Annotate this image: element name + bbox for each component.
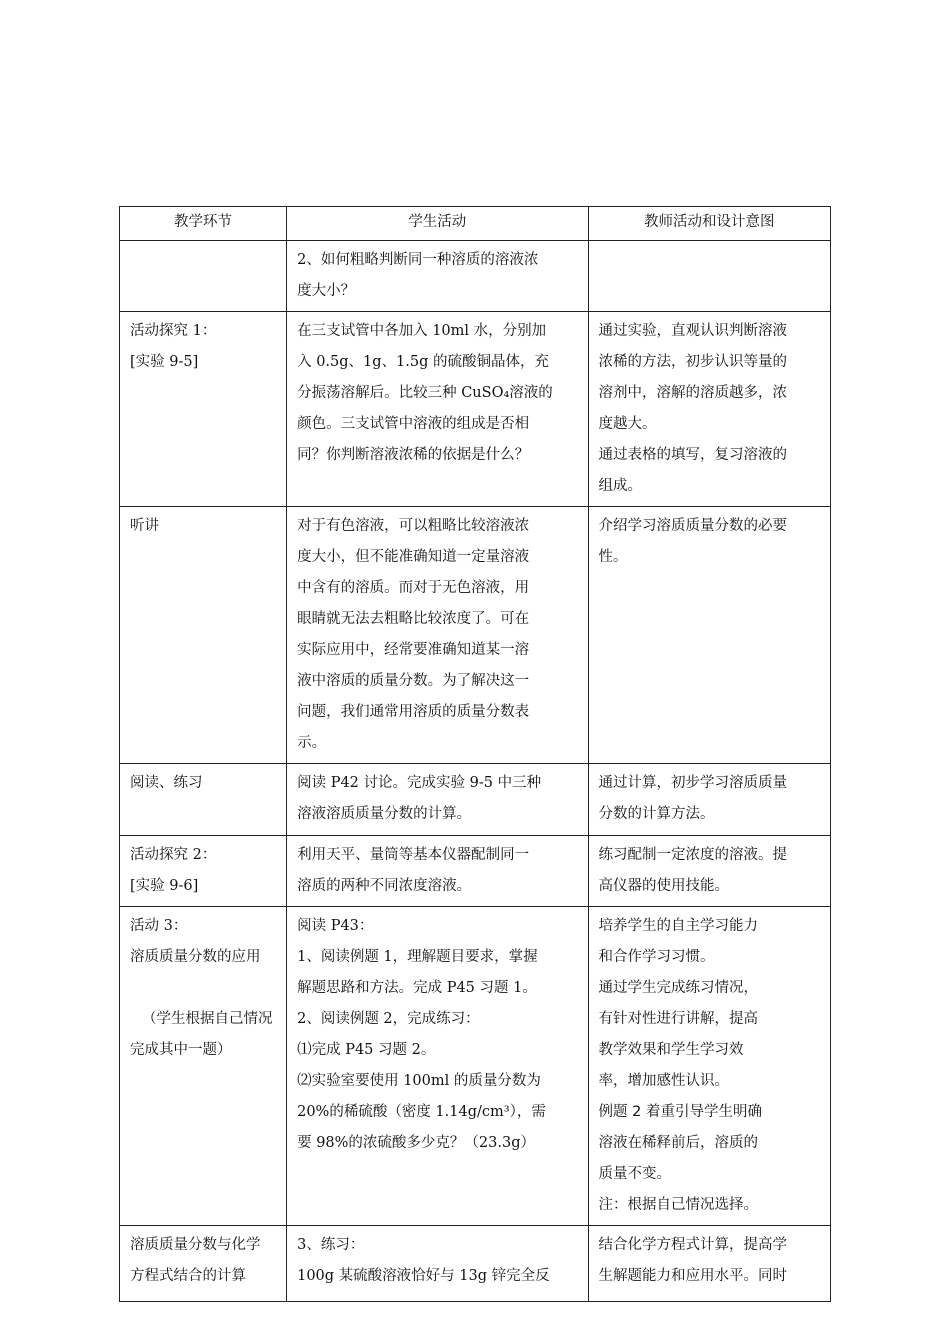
stage-cell — [120, 241, 287, 312]
text-line: 通过表格的填写，复习溶液的 — [598, 447, 788, 463]
text-line: 阅读、练习 — [130, 775, 203, 791]
text-line: 培养学生的自主学习能力 — [598, 918, 759, 934]
text-line: 实际应用中，经常要准确知道某一溶 — [297, 642, 530, 658]
text-line: 结合化学方程式计算，提高学 — [598, 1237, 788, 1253]
text-line: 度越大。 — [598, 416, 657, 432]
teacher-cell — [588, 836, 830, 907]
text-line: ⑵实验室要使用 100ml 的质量分数为 — [297, 1073, 541, 1089]
text-line: 活动 3： — [130, 918, 188, 934]
text-line: 溶液在稀释前后，溶质的 — [598, 1135, 759, 1151]
table-row — [120, 836, 831, 907]
teacher-cell — [588, 1226, 830, 1302]
student-cell — [287, 836, 588, 907]
text-line: 分振荡溶解后。比较三种 CuSO₄溶液的 — [297, 385, 553, 401]
text-line: 率，增加感性认识。 — [598, 1073, 730, 1089]
text-line: 对于有色溶液，可以粗略比较溶液浓 — [297, 518, 530, 534]
text-line: 听讲 — [130, 518, 159, 534]
text-line: 度大小？ — [297, 283, 356, 299]
text-line: 分数的计算方法。 — [598, 806, 715, 822]
text-line: 溶剂中，溶解的溶质越多，浓 — [598, 385, 788, 401]
teacher-cell — [588, 241, 830, 312]
header-teacher-activity: 教师活动和设计意图 — [588, 207, 830, 241]
text-line: 入 0.5g、1g、1.5g 的硫酸铜晶体，充 — [297, 354, 550, 370]
text-line: 示。 — [297, 735, 327, 751]
text-line: 溶液溶质质量分数的计算。 — [297, 806, 472, 822]
table-row — [120, 1226, 831, 1302]
text-line: 中含有的溶质。而对于无色溶液，用 — [297, 580, 530, 596]
text-line: 溶质质量分数与化学 — [130, 1237, 261, 1253]
text-line: 浓稀的方法，初步认识等量的 — [598, 354, 788, 370]
text-line: 要 98%的浓硫酸多少克？（23.3g） — [297, 1135, 535, 1151]
student-cell — [287, 1226, 588, 1302]
teacher-cell — [588, 507, 830, 764]
table-row — [120, 764, 831, 836]
teacher-cell — [588, 312, 830, 507]
text-line: [实验 9-6] — [130, 878, 199, 894]
text-line: 通过计算，初步学习溶质质量 — [598, 775, 788, 791]
stage-cell — [120, 836, 287, 907]
student-cell — [287, 241, 588, 312]
text-line: ⑴完成 P45 习题 2。 — [297, 1042, 436, 1058]
text-line: 解题思路和方法。完成 P45 习题 1。 — [297, 980, 537, 996]
stage-cell — [120, 1226, 287, 1302]
text-line: 练习配制一定浓度的溶液。提 — [598, 847, 788, 863]
text-line: 液中溶质的质量分数。为了解决这一 — [297, 673, 530, 689]
text-line: 和合作学习习惯。 — [598, 949, 715, 965]
stage-cell — [120, 312, 287, 507]
text-line: （学生根据自己情况 — [142, 1011, 273, 1027]
teacher-cell — [588, 764, 830, 836]
text-line: 高仪器的使用技能。 — [598, 878, 730, 894]
text-line: 完成其中一题） — [130, 1042, 232, 1058]
header-student-activity: 学生活动 — [287, 207, 588, 241]
text-line: 质量不变。 — [598, 1166, 672, 1182]
text-line: 教学效果和学生学习效 — [598, 1042, 744, 1058]
teacher-cell — [588, 907, 830, 1226]
text-line: 同？你判断溶液浓稀的依据是什么？ — [297, 447, 530, 463]
text-line: 有针对性进行讲解，提高 — [598, 1011, 759, 1027]
text-line: [实验 9-5] — [130, 354, 199, 370]
text-line: 活动探究 1： — [130, 323, 217, 339]
text-line: 注：根据自己情况选择。 — [598, 1197, 759, 1213]
text-line: 阅读 P43： — [297, 918, 374, 934]
spacer — [130, 973, 278, 1004]
student-cell — [287, 312, 588, 507]
stage-cell — [120, 764, 287, 836]
text-line: 溶质的两种不同浓度溶液。 — [297, 878, 472, 894]
text-line: 例题 2 着重引导学生明确 — [598, 1104, 762, 1120]
table-row — [120, 907, 831, 1226]
text-line: 介绍学习溶质质量分数的必要 — [598, 518, 788, 534]
student-cell — [287, 907, 588, 1226]
text-line: 眼睛就无法去粗略比较浓度了。可在 — [297, 611, 530, 627]
text-line: 1、阅读例题 1，理解题目要求，掌握 — [297, 949, 538, 965]
lesson-plan-table — [119, 206, 831, 1302]
text-line: 通过实验，直观认识判断溶液 — [598, 323, 788, 339]
text-line: 度大小，但不能准确知道一定量溶液 — [297, 549, 530, 565]
text-line: 生解题能力和应用水平。同时 — [598, 1268, 788, 1284]
text-line: 100g 某硫酸溶液恰好与 13g 锌完全反 — [297, 1268, 550, 1284]
text-line: 2、如何粗略判断同一种溶质的溶液浓 — [297, 252, 539, 268]
table-header-row — [120, 207, 831, 241]
text-line: 溶质质量分数的应用 — [130, 949, 261, 965]
table-row — [120, 312, 831, 507]
student-cell — [287, 764, 588, 836]
text-line: 性。 — [598, 549, 628, 565]
text-line: 颜色。三支试管中溶液的组成是否相 — [297, 416, 530, 432]
text-line: 在三支试管中各加入 10ml 水，分别加 — [297, 323, 547, 339]
text-line: 2、阅读例题 2，完成练习： — [297, 1011, 480, 1027]
text-line: 方程式结合的计算 — [130, 1268, 246, 1284]
text-line: 组成。 — [598, 478, 643, 494]
text-line: 阅读 P42 讨论。完成实验 9-5 中三种 — [297, 775, 542, 791]
text-line: 3、练习： — [297, 1237, 365, 1253]
text-line: 通过学生完成练习情况， — [598, 980, 759, 996]
table-row — [120, 507, 831, 764]
stage-cell — [120, 507, 287, 764]
text-line: 活动探究 2： — [130, 847, 217, 863]
text-line: 利用天平、量筒等基本仪器配制同一 — [297, 847, 530, 863]
stage-cell — [120, 907, 287, 1226]
text-line: 20%的稀硫酸（密度 1.14g/cm³），需 — [297, 1104, 546, 1120]
header-stage: 教学环节 — [120, 207, 287, 241]
student-cell — [287, 507, 588, 764]
text-line: 问题，我们通常用溶质的质量分数表 — [297, 704, 530, 720]
table-row — [120, 241, 831, 312]
